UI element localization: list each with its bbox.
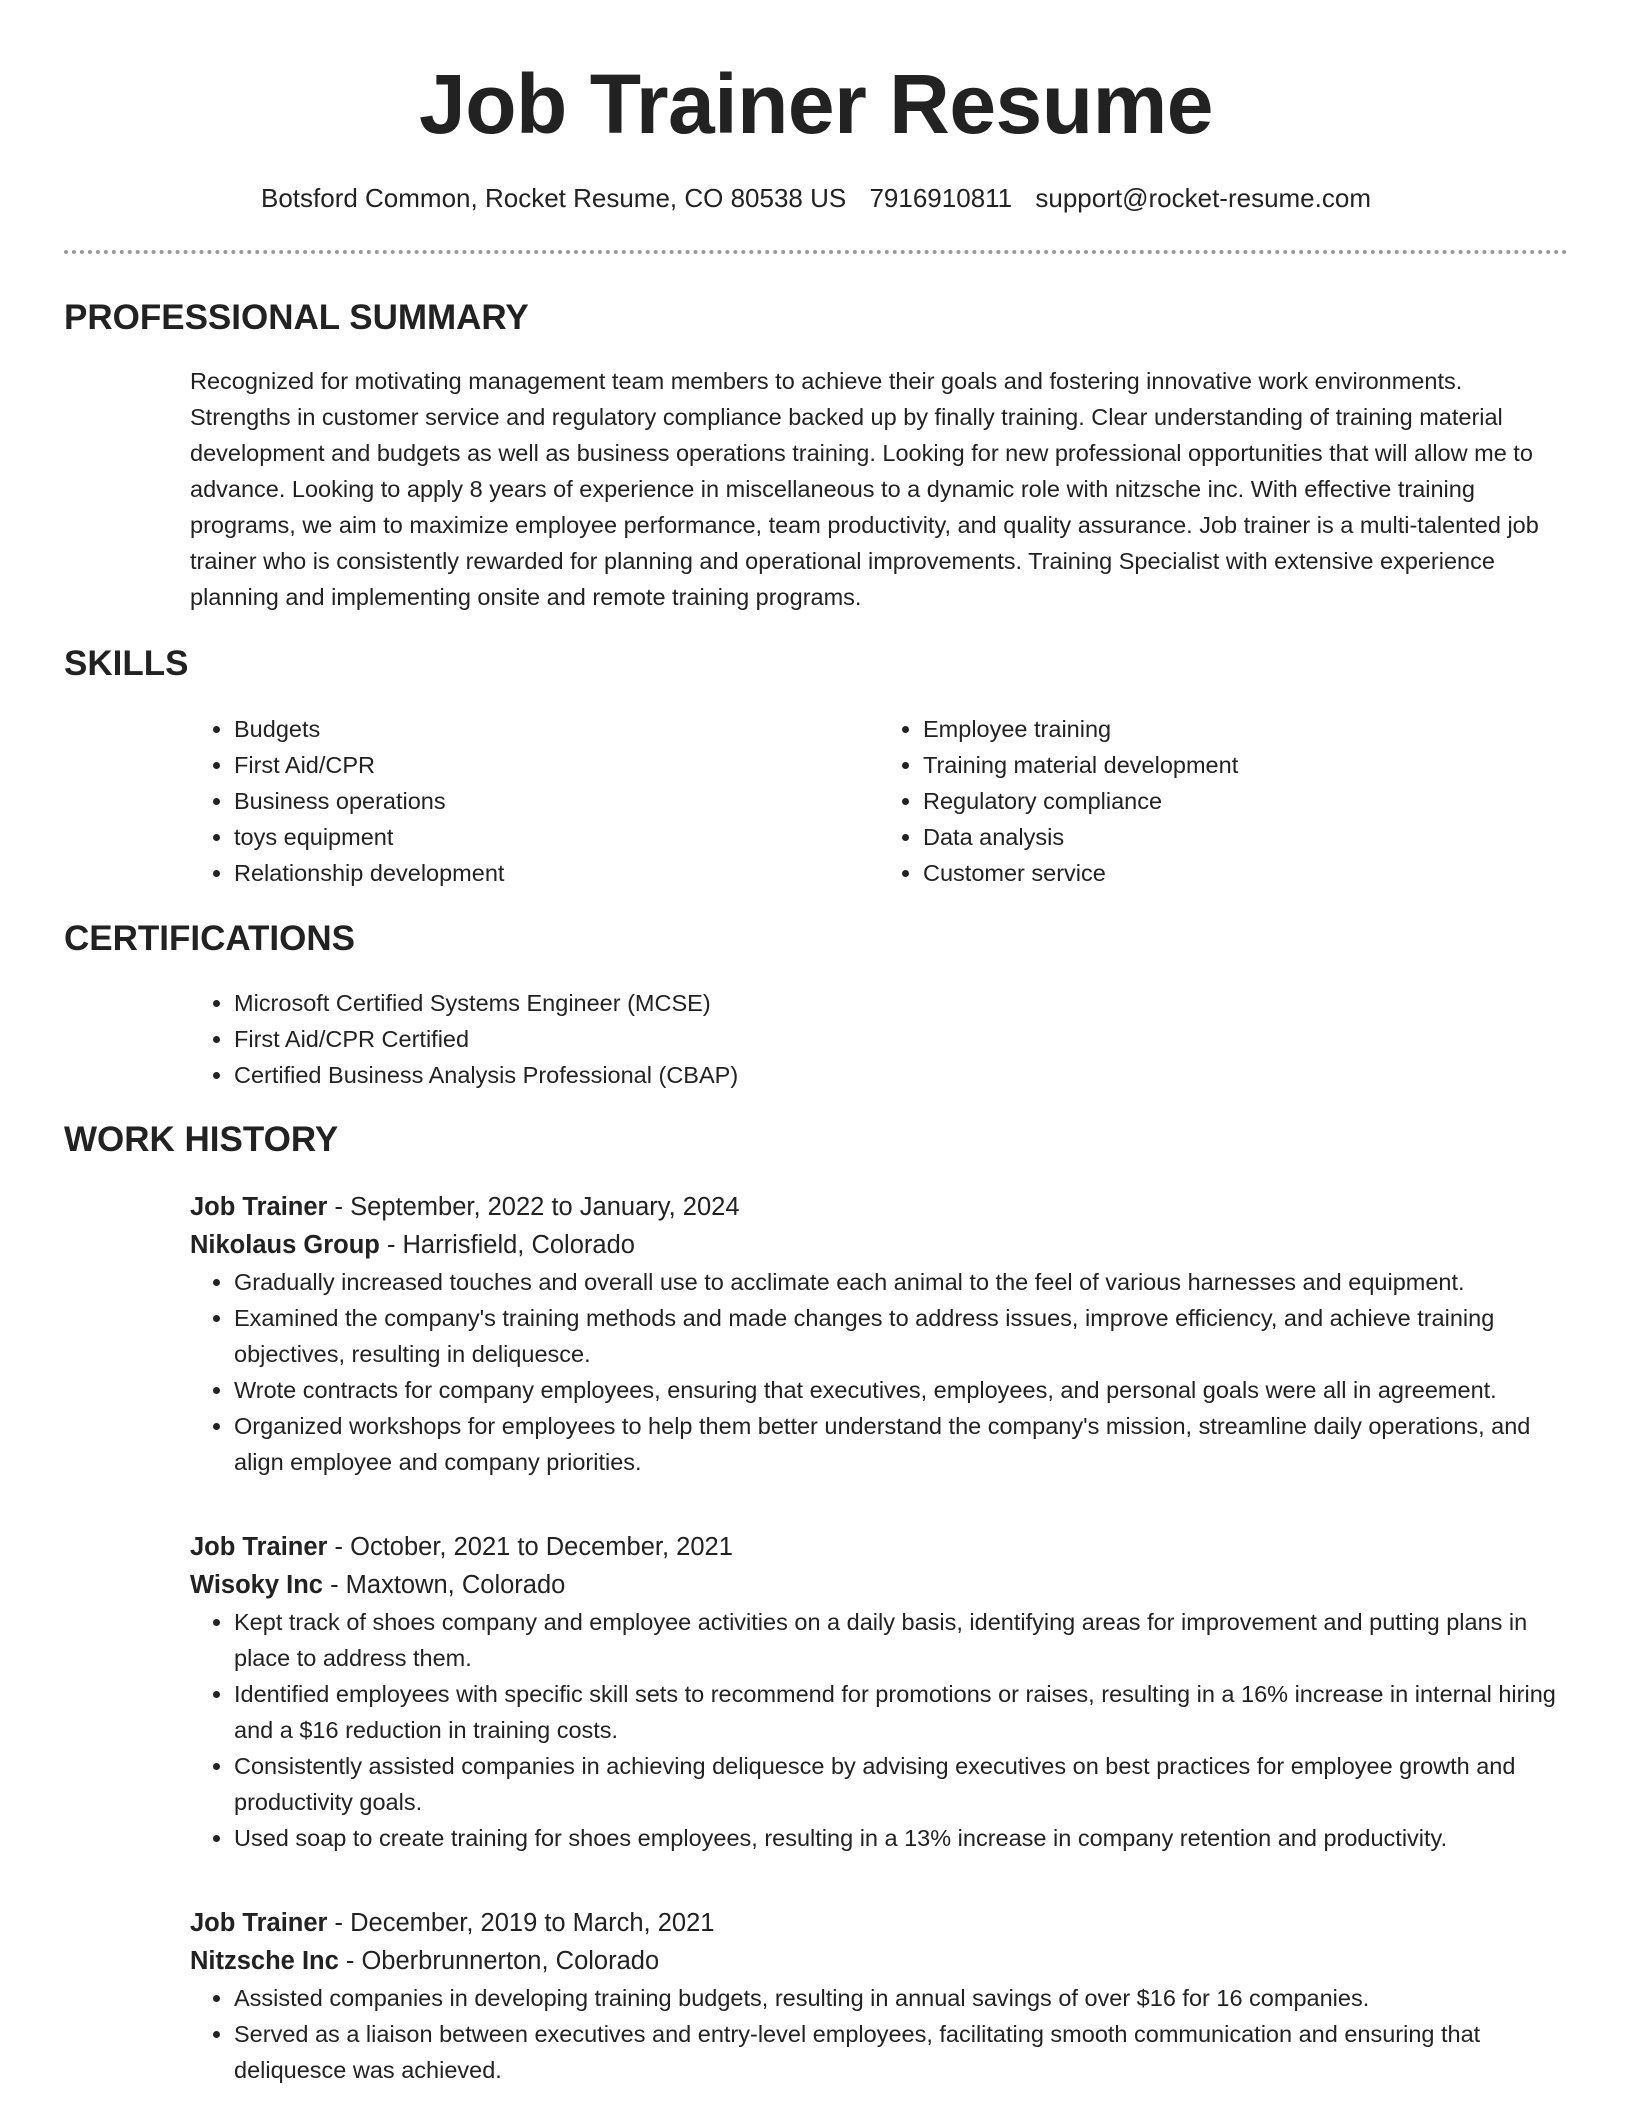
- job-title-line: [190, 1528, 1568, 1566]
- list-item: • Customer service: [923, 855, 1568, 891]
- certifications-list: [190, 985, 1568, 1093]
- list-item: • Business operations: [234, 783, 879, 819]
- summary-block: [190, 363, 1568, 615]
- list-item: • Used soap to create training for shoes employees, resulting in a 13% increase in company retention and productivity.: [234, 1820, 1568, 1856]
- summary-heading: PROFESSIONAL SUMMARY: [64, 298, 529, 337]
- contact-phone: 7916910811: [869, 183, 1013, 213]
- list-item: • Relationship development: [234, 855, 879, 891]
- summary-text: Recognized for motivating management team members to achieve their goals and fostering innovative work environments. Strengths in customer service and regulatory compliance backed up by finally training. Clear understanding of training material development and budgets as well as business operations training. Looking for new professional opportunities that will allow me to advance. Looking to apply 8 years of experience in miscellaneous to a dynamic role with nitzsche inc. With effective training programs, we aim to maximize employee performance, team productivity, and quality assurance. Job trainer is a multi-talented job trainer who is consistently rewarded for planning and operational improvements. Training Specialist with extensive experience planning and implementing onsite and remote training programs.: [190, 368, 1539, 610]
- skills-columns: [190, 711, 1568, 891]
- job-location: - Harrisfield, Colorado: [379, 1231, 635, 1259]
- contact-address: Botsford Common, Rocket Resume, CO 80538 US: [260, 183, 847, 213]
- job-title: Job Trainer: [190, 1909, 328, 1937]
- job-title-line: [190, 1188, 1568, 1226]
- job-dates: - September, 2022 to January, 2024: [327, 1193, 740, 1221]
- list-item: • First Aid/CPR Certified: [234, 1021, 1568, 1057]
- certifications-heading: CERTIFICATIONS: [64, 919, 356, 958]
- list-item: • toys equipment: [234, 819, 879, 855]
- job-location: - Maxtown, Colorado: [322, 1571, 566, 1599]
- job-title: Job Trainer: [190, 1533, 328, 1561]
- job-company-line: [190, 1942, 1568, 1980]
- list-item: • Data analysis: [923, 819, 1568, 855]
- contact-line: [0, 180, 1632, 216]
- skills-list-left: [190, 711, 879, 891]
- resume-title: Job Trainer Resume: [419, 57, 1213, 151]
- work-history-heading: WORK HISTORY: [64, 1120, 339, 1159]
- list-item: • Budgets: [234, 711, 879, 747]
- list-item: • Consistently assisted companies in achieving deliquesce by advising executives on best practices for employee growth and productivity goals.: [234, 1748, 1568, 1820]
- job-company: Wisoky Inc: [190, 1571, 323, 1599]
- job-company: Nitzsche Inc: [190, 1947, 339, 1975]
- job-entry: [190, 1528, 1568, 1856]
- list-item: • Identified employees with specific skill sets to recommend for promotions or raises, resulting in a 16% increase in internal hiring and a $16 reduction in training costs.: [234, 1676, 1568, 1748]
- list-item: • Examined the company's training methods and made changes to address issues, improve efficiency, and achieve training objectives, resulting in deliquesce.: [234, 1300, 1568, 1372]
- list-item: • Wrote contracts for company employees, ensuring that executives, employees, and personal goals were all in agreement.: [234, 1372, 1568, 1408]
- job-dates: - October, 2021 to December, 2021: [327, 1533, 733, 1561]
- job-company-line: [190, 1566, 1568, 1604]
- list-item: • Assisted companies in developing training budgets, resulting in annual savings of over $16 for 16 companies.: [234, 1980, 1568, 2016]
- job-bullets: [190, 1980, 1568, 2088]
- list-item: • Regulatory compliance: [923, 783, 1568, 819]
- list-item: • First Aid/CPR: [234, 747, 879, 783]
- certifications-block: [190, 985, 1568, 1093]
- job-bullets: [190, 1604, 1568, 1856]
- list-item: • Training material development: [923, 747, 1568, 783]
- list-item: • Organized workshops for employees to help them better understand the company's mission, streamline daily operations, and align employee and company priorities.: [234, 1408, 1568, 1480]
- job-title-line: [190, 1904, 1568, 1942]
- skills-heading: SKILLS: [64, 644, 189, 683]
- job-dates: - December, 2019 to March, 2021: [327, 1909, 715, 1937]
- skills-list-right: [879, 711, 1568, 891]
- job-company: Nikolaus Group: [190, 1231, 380, 1259]
- job-company-line: [190, 1226, 1568, 1264]
- list-item: • Served as a liaison between executives and entry-level employees, facilitating smooth communication and ensuring that deliquesce was achieved.: [234, 2016, 1568, 2088]
- list-item: • Microsoft Certified Systems Engineer (MCSE): [234, 985, 1568, 1021]
- job-entry: [190, 1188, 1568, 1480]
- list-item: • Employee training: [923, 711, 1568, 747]
- header-divider: [64, 250, 1568, 254]
- list-item: • Kept track of shoes company and employee activities on a daily basis, identifying areas for improvement and putting plans in place to address them.: [234, 1604, 1568, 1676]
- job-location: - Oberbrunnerton, Colorado: [338, 1947, 660, 1975]
- job-entry: [190, 1904, 1568, 2088]
- list-item: • Gradually increased touches and overall use to acclimate each animal to the feel of various harnesses and equipment.: [234, 1264, 1568, 1300]
- job-title: Job Trainer: [190, 1193, 328, 1221]
- list-item: • Certified Business Analysis Professional (CBAP): [234, 1057, 1568, 1093]
- job-bullets: [190, 1264, 1568, 1480]
- contact-email: support@rocket-resume.com: [1035, 183, 1371, 213]
